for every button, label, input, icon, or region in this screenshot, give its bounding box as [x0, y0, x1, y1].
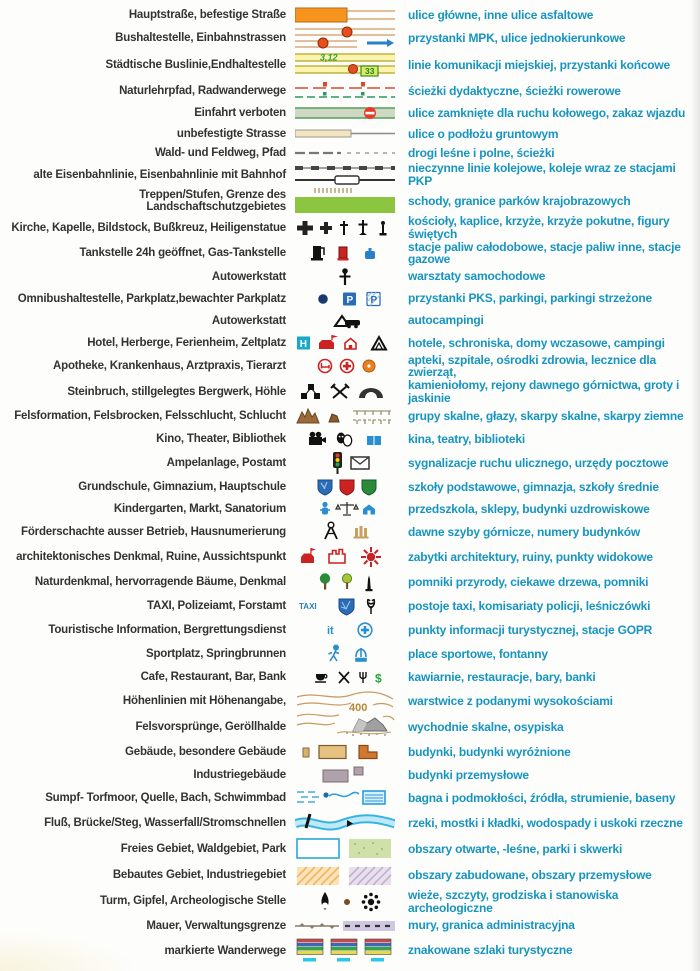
german-label: Steinbruch, stillgelegtes Bergwerk, Höhle: [67, 385, 286, 398]
industrial-buildings-icon: [295, 764, 395, 786]
german-label: Grundschule, Gimnazium, Hauptschule: [78, 481, 286, 494]
legend-row: [0, 50, 700, 80]
unpaved-road-icon: [295, 124, 395, 144]
legend-row: [0, 4, 700, 26]
steps-park-boundary-icon: [295, 187, 395, 215]
german-label: Omnibushaltestelle, Parkplatz,bewachter Parkplatz: [17, 292, 286, 305]
traffic-light-post-icon: [295, 450, 395, 476]
german-label: Hauptstraße, befestige Straße: [128, 8, 286, 21]
german-label: Touristische Information, Bergrettungsdienst: [48, 624, 286, 637]
german-label: Kirche, Kapelle, Bildstock, Bußkreuz, Heiligenstatue: [11, 221, 286, 234]
parking-letter: P: [346, 294, 354, 306]
polish-label: obszary zabudowane, obszary przemysłowe: [408, 868, 652, 883]
polish-label: kina, teatry, biblioteki: [408, 431, 526, 446]
legend-row: [0, 450, 700, 476]
polish-label: ulice o podłożu gruntowym: [408, 126, 559, 141]
german-label: Bebautes Gebiet, Industriegebiet: [112, 869, 286, 882]
taxi-label: TAXI: [299, 602, 317, 612]
polish-label: warsztaty samochodowe: [408, 269, 546, 284]
legend-row: [0, 642, 700, 666]
german-label: Kino, Theater, Bibliothek: [156, 433, 286, 446]
german-label: Gebäude, besondere Gebäude: [125, 746, 286, 759]
polish-label: kościoły, kaplice, krzyże, krzyże pokutne, figury świętych: [408, 214, 670, 241]
legend-row: [0, 570, 700, 594]
polish-label: apteki, szpitale, ośrodki zdrowia, lecznice dla zwierząt,: [408, 352, 657, 380]
german-label: Städtische Buslinie,Endhaltestelle: [105, 59, 286, 72]
legend-row: [0, 666, 700, 688]
legend-row: [0, 404, 700, 428]
scan-edge-shading: [690, 0, 700, 971]
hotel-hostel-tent-icon: [295, 332, 395, 354]
legend-row: [0, 266, 700, 288]
polish-label: mury, granica administracyjna: [408, 918, 575, 933]
legend-row: [0, 810, 700, 836]
legend-row: [0, 476, 700, 498]
legend-row: [0, 740, 700, 764]
german-label: Felsvorsprünge, Geröllhalde: [135, 721, 286, 734]
bus-stop-one-way-icon: [295, 26, 395, 50]
marsh-spring-stream-pool-icon: [295, 786, 395, 810]
german-label: Industriegebäude: [193, 769, 286, 782]
polish-label: przystanki MPK, ulice jednokierunkowe: [408, 30, 626, 45]
polish-label: sygnalizacje ruchu ulicznego, urzędy pocztowe: [408, 455, 669, 470]
polish-label: ścieżki dydaktyczne, ścieżki rowerowe: [408, 83, 621, 98]
legend-row: [0, 215, 700, 240]
pharmacy-hospital-vet-icon: [295, 355, 395, 377]
german-label: markierte Wanderwege: [164, 944, 286, 957]
fuel-stations-icon: [295, 241, 395, 265]
polish-label: kawiarnie, restauracje, bary, banki: [408, 670, 596, 685]
polish-label: wychodnie skalne, osypiska: [408, 720, 564, 735]
legend-row: [0, 379, 700, 404]
german-label: Sportplatz, Springbrunnen: [145, 648, 286, 661]
german-label: Freies Gebiet, Waldgebiet, Park: [120, 843, 286, 856]
contour-value: 400: [349, 702, 368, 715]
german-label: Hotel, Herberge, Ferienheim, Zeltplatz: [87, 336, 286, 349]
legend-row: [0, 354, 700, 379]
nature-monument-trees-icon: [295, 570, 395, 594]
hotel-letter: H: [299, 338, 308, 350]
polish-label: obszary otwarte, -leśne, parki i skwerki: [408, 842, 623, 857]
polish-label: punkty informacji turystycznej, stacje GOPR: [408, 623, 653, 638]
legend-row: [0, 144, 700, 162]
rock-formation-icon: [295, 404, 395, 428]
car-workshop-icon: [295, 266, 395, 288]
german-label: Naturdenkmal, hervorragende Bäume, Denkmal: [34, 576, 286, 589]
buildings-icon: [295, 740, 395, 764]
autocamping-icon: [295, 310, 395, 332]
scan-corner-tint: [0, 931, 140, 971]
polish-label: dawne szyby górnicze, numery budynków: [408, 525, 640, 539]
sport-fountain-icon: [295, 642, 395, 666]
tower-peak-archeo-icon: [295, 889, 395, 915]
legend-row: [0, 241, 700, 266]
polish-label: warstwice z podanymi wysokościami: [408, 694, 613, 709]
legend-row: [0, 428, 700, 450]
monument-ruin-viewpoint-icon: [295, 544, 395, 570]
open-forest-park-area-icon: [295, 836, 395, 862]
german-label: Apotheke, Krankenhaus, Arztpraxis, Tierarzt: [53, 360, 286, 373]
legend-row: [0, 889, 700, 915]
german-label: Wald- und Feldweg, Pfad: [154, 147, 286, 160]
german-label: Turm, Gipfel, Archeologische Stelle: [100, 895, 286, 908]
polish-label: place sportowe, fontanny: [408, 647, 548, 662]
cinema-theatre-library-icon: [295, 428, 395, 450]
contour-lines-scree-icon: [295, 689, 395, 739]
polish-label: ulice główne, inne ulice asfaltowe: [408, 7, 594, 22]
polish-label: schody, granice parków krajobrazowych: [408, 194, 631, 209]
polish-label: autocampingi: [408, 313, 484, 328]
german-label: Kindergarten, Markt, Sanatorium: [113, 503, 286, 516]
dollar-sign: $: [375, 671, 382, 686]
terminal-number: 33: [365, 66, 375, 77]
german-label: Fluß, Brücke/Steg, Wasserfall/Stromschnellen: [44, 817, 286, 830]
german-label: Naturlehrpfad, Radwanderwege: [119, 85, 286, 98]
german-label: Höhenlinien mit Höhenangabe,: [122, 695, 286, 708]
legend-row: [0, 26, 700, 50]
german-label: Bushaltestelle, Einbahnstrassen: [115, 32, 286, 44]
polish-label: hotele, schroniska, domy wczasowe, campingi: [408, 335, 665, 350]
legend-row: [0, 764, 700, 786]
taxi-police-forestry-icon: [295, 594, 395, 618]
legend-row: [0, 288, 700, 310]
german-label: Autowerkstatt: [211, 314, 286, 327]
info-letters: it: [327, 625, 334, 638]
legend-row: [0, 187, 700, 215]
polish-label: ulice zamknięte dla ruchu kołowego, zakaz wjazdu: [408, 105, 686, 120]
legend-row: [0, 836, 700, 862]
legend-row: [0, 618, 700, 642]
wall-admin-border-icon: [295, 915, 395, 937]
german-label: Einfahrt verboten: [194, 107, 286, 120]
legend-row: [0, 520, 700, 544]
german-label: Autowerkstatt: [211, 270, 286, 283]
bus-stop-parking-icon: [295, 288, 395, 310]
german-label: architektonisches Denkmal, Ruine, Aussichtspunkt: [16, 551, 286, 564]
polish-label: grupy skalne, głazy, skarpy skalne, skarpy ziemne: [408, 408, 684, 423]
polish-label: przedszkola, sklepy, budynki uzdrowiskowe: [408, 501, 650, 516]
polish-label: zabytki architektury, ruiny, punkty widokowe: [408, 550, 653, 565]
legend-row: [0, 80, 700, 102]
legend-row: [0, 124, 700, 144]
legend-row: [0, 786, 700, 810]
legend-row: [0, 544, 700, 570]
nature-trail-bike-path-icon: [295, 80, 395, 102]
german-label: TAXI, Polizeiamt, Forstamt: [147, 600, 286, 613]
legend-row: [0, 863, 700, 889]
tourist-info-rescue-icon: [295, 618, 395, 642]
bus-line-numbers: 3,12: [320, 52, 338, 63]
kindergarten-market-sanatorium-icon: [295, 498, 395, 520]
legend-row: [0, 332, 700, 354]
polish-label: szkoły podstawowe, gimnazja, szkoły średnie: [408, 479, 659, 494]
polish-label: znakowane szlaki turystyczne: [408, 943, 573, 958]
guarded-parking-letter: P: [370, 294, 378, 306]
german-label: unbefestigte Strasse: [176, 128, 286, 141]
legend-row-double: [0, 688, 700, 740]
marked-trails-icon: [295, 937, 395, 965]
german-label: Ampelanlage, Postamt: [166, 457, 286, 470]
polish-label: rzeki, mostki i kładki, wodospady i uskoki rzeczne: [408, 816, 683, 831]
church-cross-statue-icon: [295, 217, 395, 239]
legend-row: [0, 594, 700, 618]
polish-label: postoje taxi, komisariaty policji, leśniczówki: [408, 599, 651, 614]
german-label: Felsformation, Felsbrocken, Felsschlucht, Schlucht: [14, 410, 286, 423]
polish-label: nieczynne linie kolejowe, koleje wraz ze stacjami PKP: [408, 161, 676, 188]
german-label: Förderschachte ausser Betrieb, Hausnumerierung: [21, 526, 286, 539]
polish-label: drogi leśne i polne, ścieżki: [408, 145, 555, 160]
german-label: Cafe, Restaurant, Bar, Bank: [140, 671, 286, 684]
polish-label: budynki przemysłowe: [408, 768, 529, 783]
german-label: Tankstelle 24h geöffnet, Gas-Tankstelle: [79, 247, 286, 260]
city-bus-line-icon: [295, 51, 395, 79]
polish-label: linie komunikacji miejskiej, przystanki końcowe: [408, 57, 671, 72]
river-bridge-waterfall-icon: [295, 810, 395, 836]
mine-shaft-house-number-icon: [295, 520, 395, 544]
legend-row: [0, 310, 700, 332]
railway-station-icon: [295, 163, 395, 187]
no-entry-road-icon: [295, 102, 395, 124]
polish-label: kamieniołomy, rejony dawnego górnictwa, groty i jaskinie: [408, 378, 680, 405]
german-label: Treppen/Stufen, Grenze des Landschaftschutzgebietes: [139, 189, 286, 214]
polish-label: pomniki przyrody, ciekawe drzewa, pomniki: [408, 575, 649, 590]
polish-label: przystanki PKS, parkingi, parkingi strzeżone: [408, 291, 652, 306]
legend-row: [0, 102, 700, 124]
legend-row: [0, 498, 700, 520]
cafe-restaurant-bar-bank-icon: [295, 666, 395, 688]
school-shields-icon: [295, 476, 395, 498]
quarry-mine-cave-icon: [295, 380, 395, 404]
forest-field-path-icon: [295, 144, 395, 162]
builtup-industrial-area-icon: [295, 863, 395, 889]
german-label: Sumpf- Torfmoor, Quelle, Bach, Schwimmbad: [45, 792, 286, 805]
german-label: alte Eisenbahnlinie, Eisenbahnlinie mit Bahnhof: [33, 168, 286, 181]
main-road-icon: [295, 4, 395, 26]
polish-label: budynki, budynki wyróżnione: [408, 745, 571, 760]
polish-label: wieże, szczyty, grodziska i stanowiska archeologiczne: [408, 887, 619, 915]
polish-label: bagna i podmokłości, źródła, strumienie, baseny: [408, 791, 676, 806]
legend-row: [0, 162, 700, 187]
polish-label: stacje paliw całodobowe, stacje paliw inne, stacje gazowe: [408, 239, 681, 267]
german-label: Mauer, Verwaltungsgrenze: [146, 919, 286, 932]
